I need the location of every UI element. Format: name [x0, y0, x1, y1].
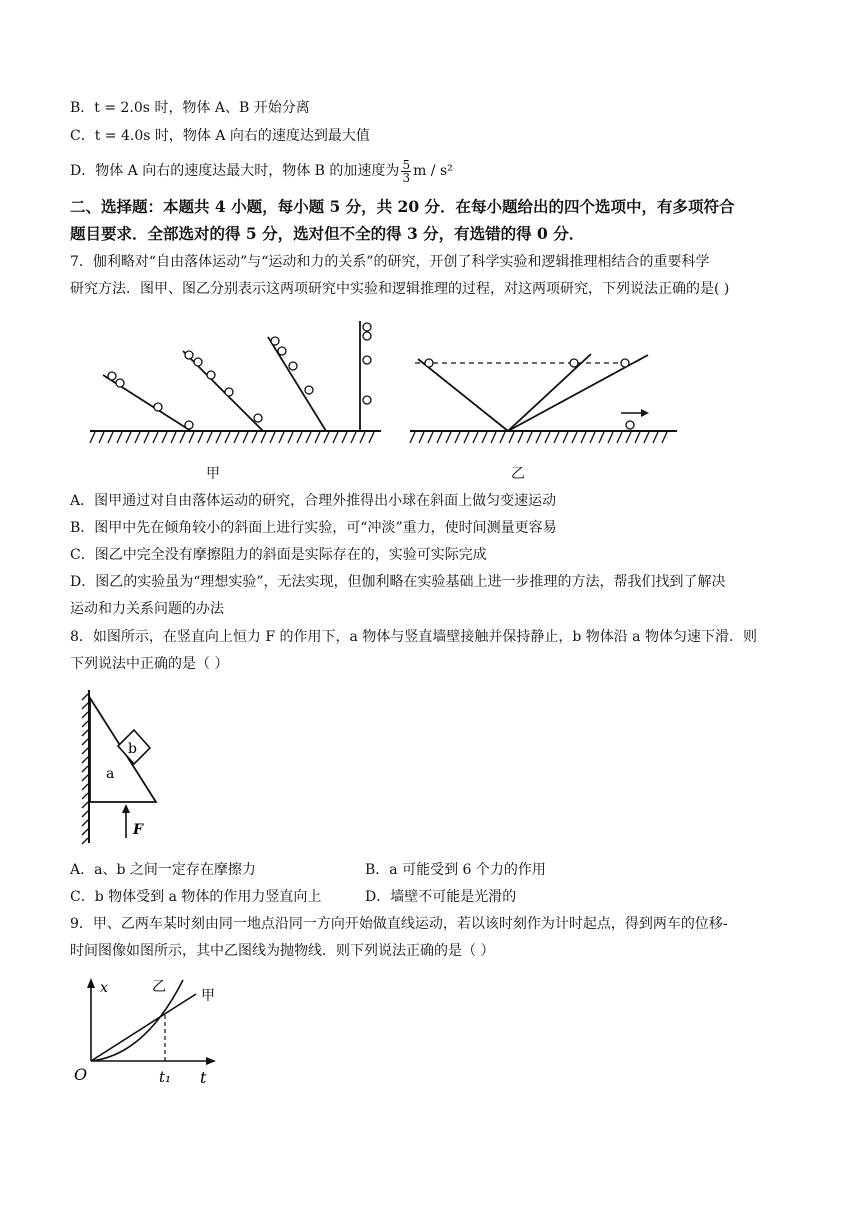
line-jia [91, 994, 196, 1061]
label-jia: 甲 [201, 988, 215, 1004]
x-axis-arrow-icon [91, 1057, 216, 1065]
fraction-denominator: 3 [402, 170, 411, 185]
q7-option-a: A．图甲通过对自由落体运动的研究，合理外推得出小球在斜面上做匀变速运动 [70, 493, 557, 509]
label-b: b [128, 741, 137, 757]
fraction-numerator: 5 [402, 157, 411, 172]
ground-hatch-yi [410, 432, 667, 443]
q9-xt-graph [70, 972, 230, 1092]
q8-option-d: D．墙壁不可能是光滑的 [365, 889, 517, 905]
axis-label-t: t [200, 1068, 207, 1087]
q6-option-c: C．t = 4.0s 时，物体 A 向右的速度达到最大值 [70, 128, 370, 144]
incline-3 [268, 337, 326, 431]
q9-stem-line2: 时间图像如图所示，其中乙图线为抛物线．则下列说法正确的是（ ） [70, 943, 495, 959]
ball-icons-jia [108, 323, 371, 429]
unit: m / s² [413, 163, 453, 179]
q7-stem-line2: 研究方法．图甲、图乙分别表示这两项研究中实验和逻辑推理的过程，对这两项研究，下列说法正确的是( ) [70, 281, 730, 297]
q7-option-d-line2: 运动和力关系问题的办法 [70, 601, 224, 617]
q7-option-d-line1: D．图乙的实验虽为“理想实验”，无法实现，但伽利略在实验基础上进一步推理的方法，帮我们找到了解决 [70, 574, 726, 590]
label-a: a [106, 766, 115, 782]
fraction [401, 159, 411, 184]
axis-label-x: x [100, 980, 108, 996]
section-heading-line1: 二、选择题：本题共 4 小题，每小题 5 分，共 20 分．在每小题给出的四个选项中，有多项符合 [70, 197, 735, 216]
q8-option-c: C．b 物体受到 a 物体的作用力竖直向上 [70, 889, 322, 905]
q7-option-c: C．图乙中完全没有摩擦阻力的斜面是实际存在的，实验可实际完成 [70, 547, 487, 563]
q6-option-d-text: D．物体 A 向右的速度达最大时，物体 B 的加速度为 [70, 163, 400, 179]
q8-stem-line1: 8．如图所示，在竖直向上恒力 F 的作用下，a 物体与竖直墙壁接触并保持静止，b 物体沿 a 物体匀速下滑．则 [70, 629, 757, 645]
q9-stem-line1: 9．甲、乙两车某时刻由同一地点沿同一方向开始做直线运动，若以该时刻作为计时起点，得到两车的位移- [70, 916, 728, 932]
t1-label: t₁ [159, 1068, 172, 1086]
q8-figure [80, 688, 200, 848]
q7-stem-line1: 7．伽利略对“自由落体运动”与“运动和力的关系”的研究，开创了科学实验和逻辑推理相结合的重要科学 [70, 254, 710, 270]
arrow-right-icon [621, 409, 649, 417]
q8-option-b: B．a 可能受到 6 个力的作用 [365, 862, 546, 878]
q6-option-b: B．t = 2.0s 时，物体 A、B 开始分离 [70, 100, 310, 116]
ground-hatch-jia [90, 432, 374, 443]
q8-option-a: A．a、b 之间一定存在摩擦力 [70, 862, 256, 878]
origin-label: O [74, 1065, 88, 1084]
y-axis-arrow-icon [87, 978, 95, 1061]
q7-option-b: B．图甲中先在倾角较小的斜面上进行实验，可“冲淡”重力，使时间测量更容易 [70, 520, 557, 536]
q6-option-d [70, 154, 453, 188]
force-arrow-icon [122, 804, 130, 838]
incline-left [418, 359, 508, 431]
q7-figure [85, 315, 685, 445]
wall-hatch [82, 694, 88, 844]
figure-label-yi: 乙 [511, 466, 525, 482]
section-heading-line2: 题目要求．全部选对的得 5 分，选对但不全的得 3 分，有选错的得 0 分． [70, 224, 585, 243]
figure-label-jia: 甲 [206, 466, 220, 482]
q8-stem-line2: 下列说法中正确的是（ ） [70, 656, 229, 672]
label-yi: 乙 [152, 979, 166, 995]
label-F: F [133, 822, 143, 838]
